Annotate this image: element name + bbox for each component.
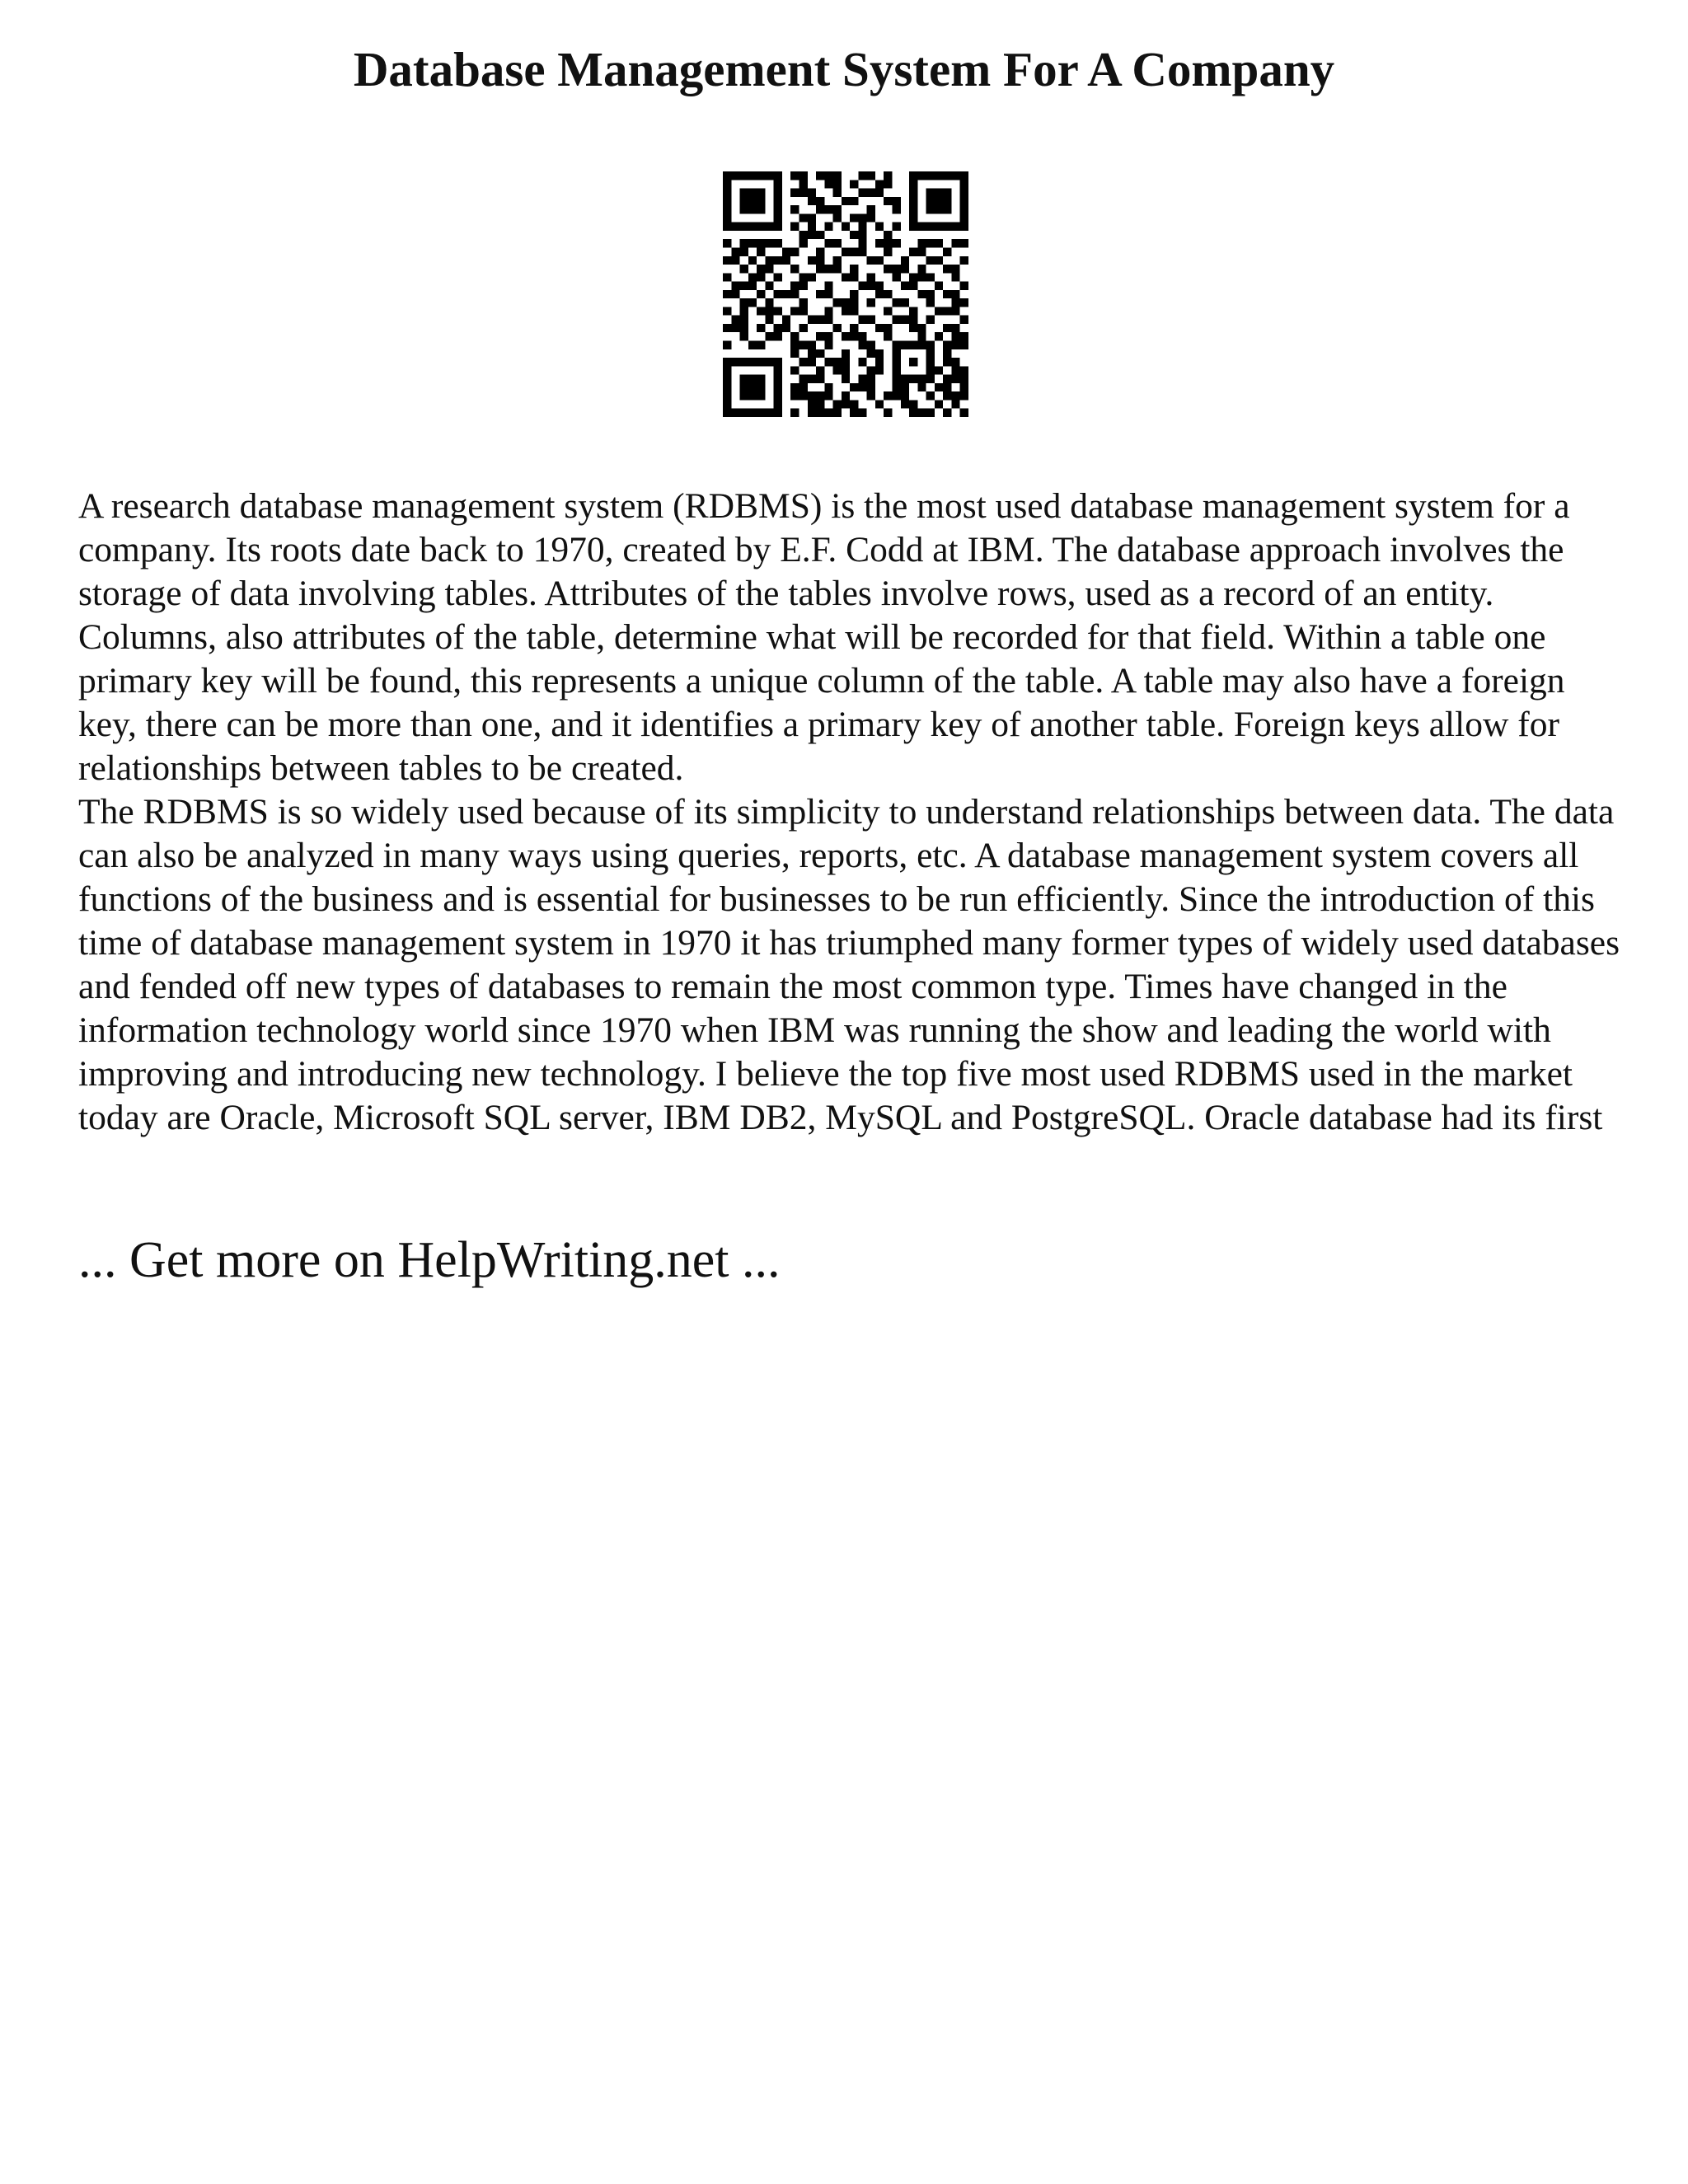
get-more-link[interactable]: ... Get more on HelpWriting.net ...: [78, 1232, 781, 1288]
page-title: Database Management System For A Company: [353, 42, 1335, 96]
body-paragraph-2: The RDBMS is so widely used because of its simplicity to understand relationships between data. The data can also be analyzed in many ways using queries, reports, etc. A database management system covers all functions of the business and is essential for businesses to be run efficiently. Since the introduction of this time of database management system in 1970 it has triumphed many former types of widely used databases and fended off new types of databases to remain the most common type. Times have changed in the information technology world since 1970 when IBM was running the show and leading the world with improving and introducing new technology. I believe the top five most used RDBMS used in the market today are Oracle, Microsoft SQL server, IBM DB2, MySQL and PostgreSQL. Oracle database had its first: [78, 792, 1620, 1137]
qr-code-icon: [723, 171, 968, 417]
article-body: [78, 485, 1628, 1140]
body-paragraph-1: A research database management system (RDBMS) is the most used database management system for a company. Its roots date back to 1970, created by E.F. Codd at IBM. The database approach involves the storage of data involving tables. Attributes of the tables involve rows, used as a record of an entity. Columns, also attributes of the table, determine what will be recorded for that field. Within a table one primary key will be found, this represents a unique column of the table. A table may also have a foreign key, there can be more than one, and it identifies a primary key of another table. Foreign keys allow for relationships between tables to be created.: [78, 486, 1570, 788]
